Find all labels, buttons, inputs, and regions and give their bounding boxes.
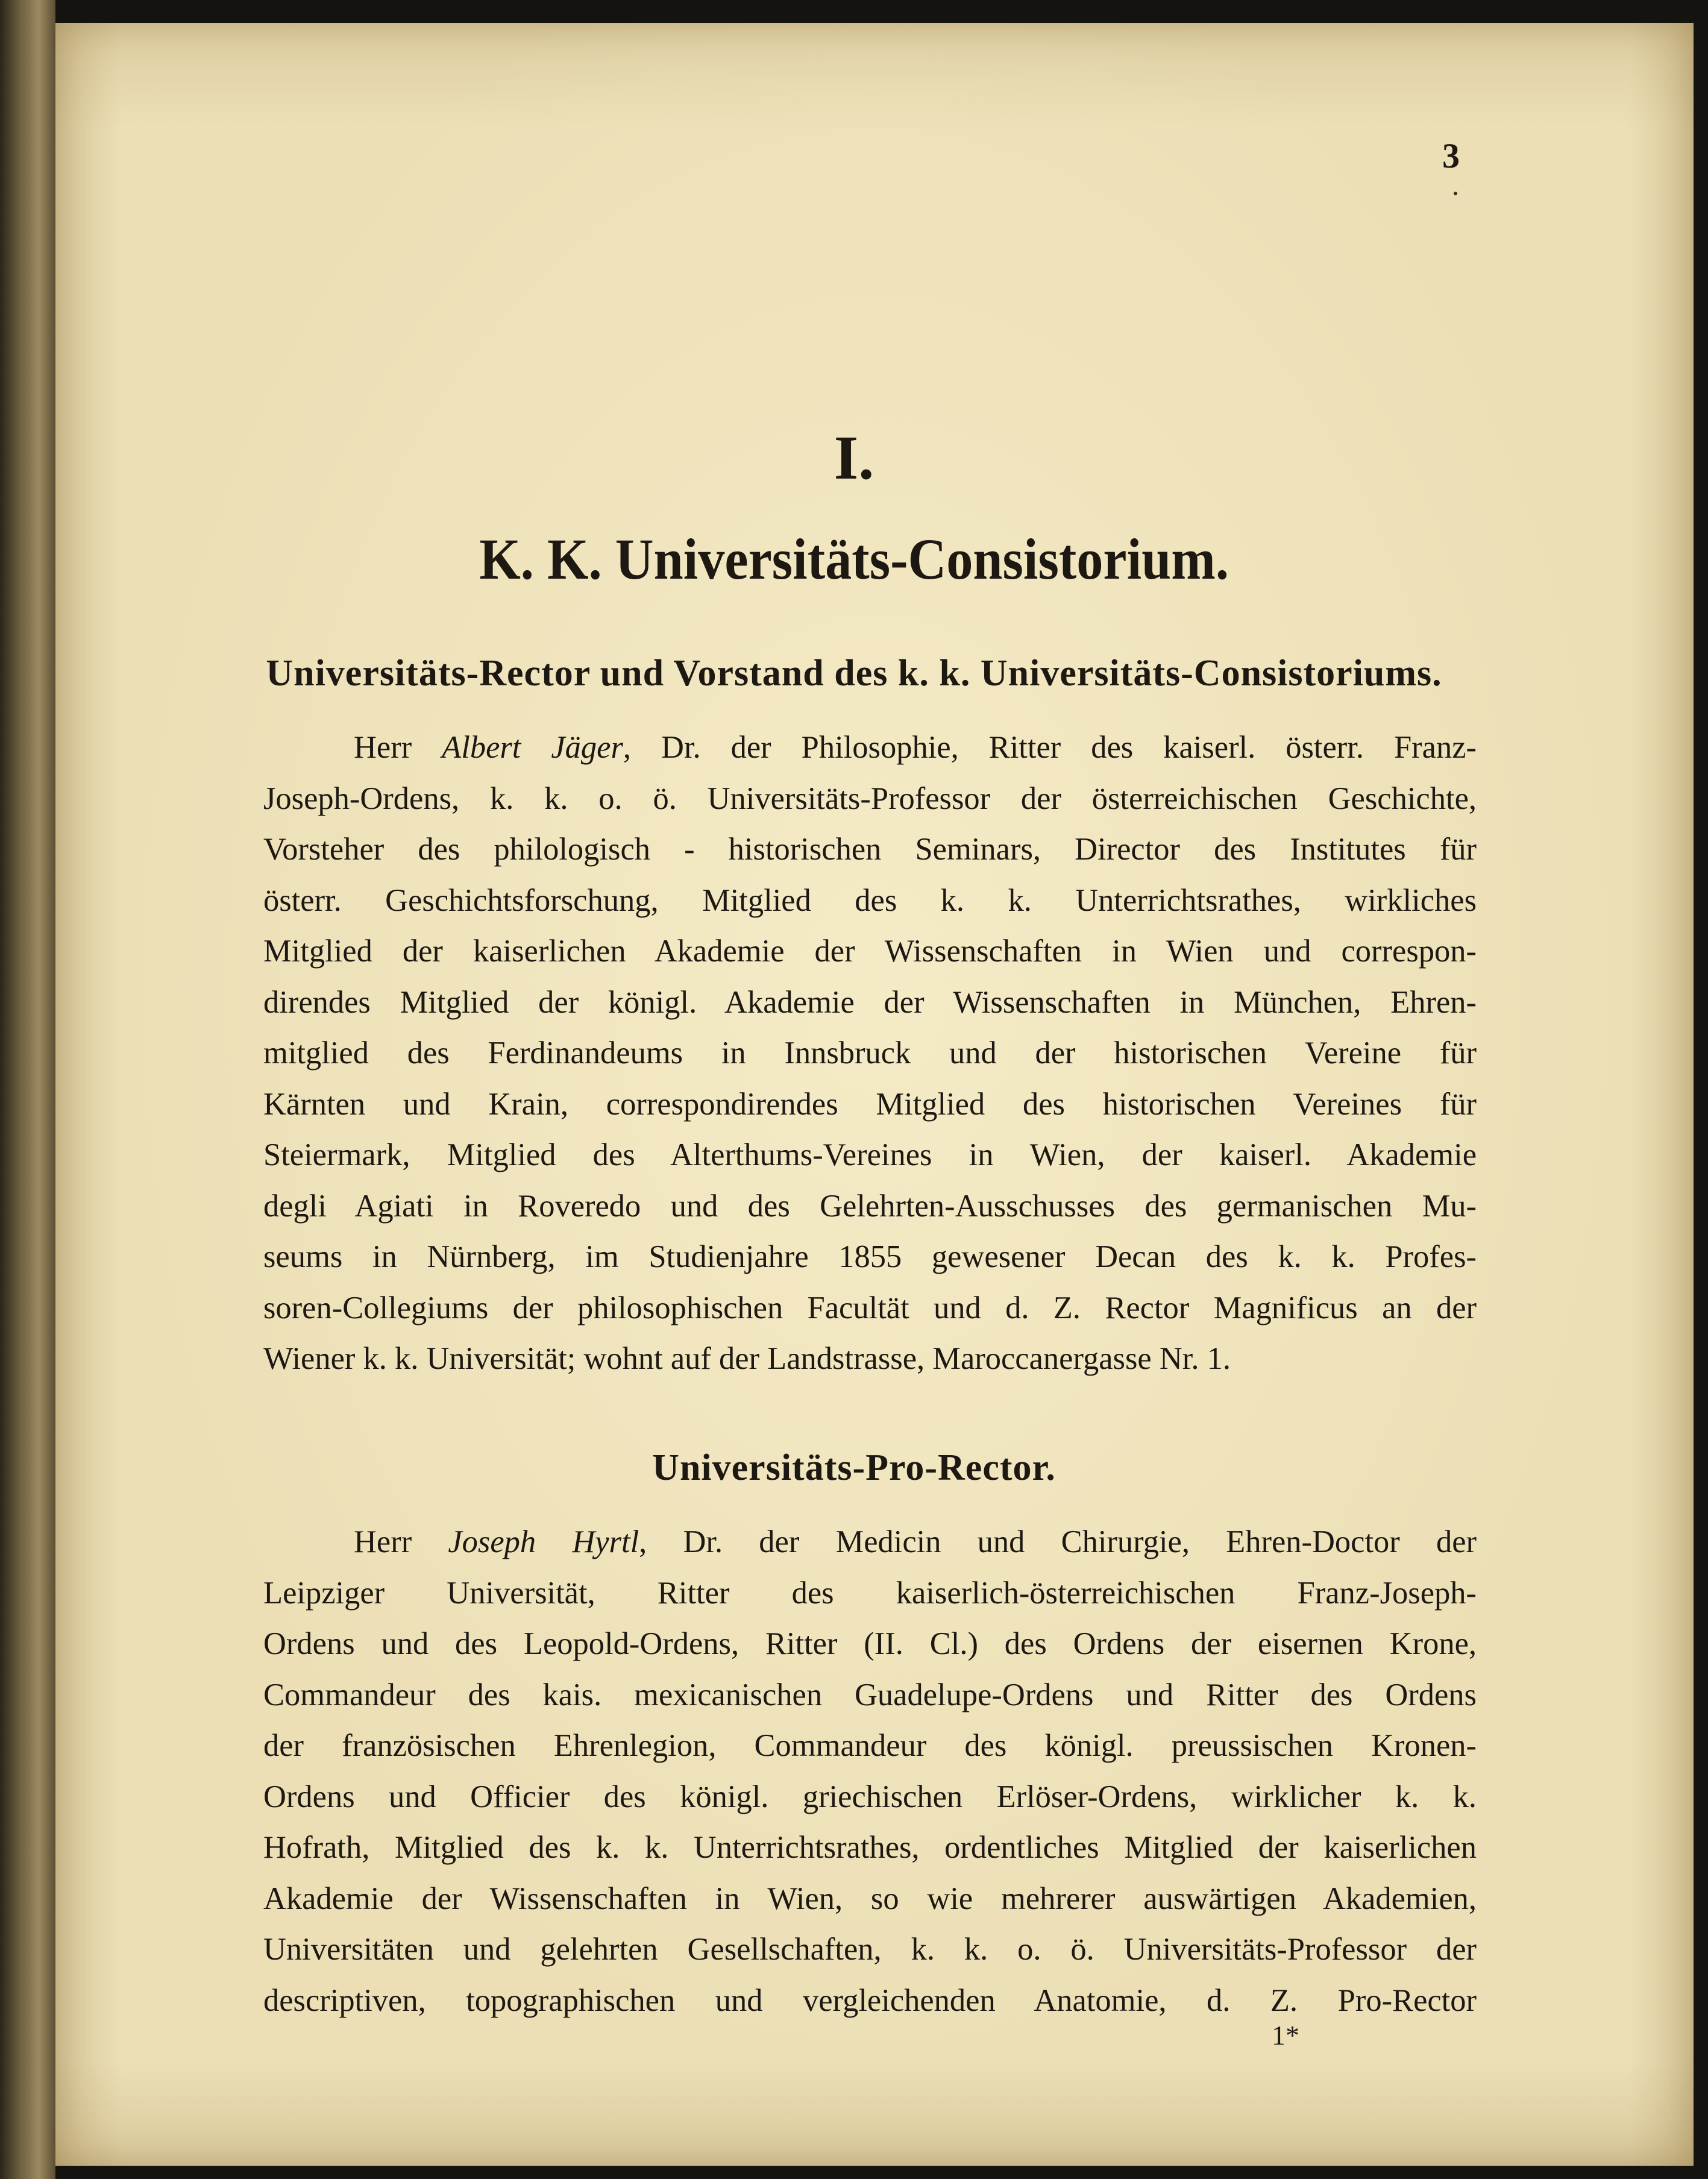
text-line — [263, 722, 1477, 773]
text-line: österr. Geschichtsforschung, Mitglied des k. k. Unterrichtsrathes, wirkliches — [263, 882, 1477, 918]
text-line: soren-Collegiums der philosophischen Facultät und d. Z. Rector Magnificus an der — [263, 1290, 1477, 1325]
text-line: Mitglied der kaiserlichen Akademie der Wissenschaften in Wien und correspon- — [263, 934, 1477, 969]
section-number: I. — [834, 423, 874, 492]
text-line: Leipziger Universität, Ritter des kaiserlich-österreichischen Franz-Joseph- — [263, 1575, 1477, 1611]
text-line: descriptiven, topographischen und vergleichenden Anatomie, d. Z. Pro-Rector — [263, 1982, 1477, 2018]
text-line: Wiener k. k. Universität; wohnt auf der Landstrasse, Maroccanergasse Nr. 1. — [263, 1341, 1231, 1376]
rector-paragraph — [263, 722, 1477, 1385]
text-line: Joseph-Ordens, k. k. o. ö. Universitäts-Professor der österreichischen Geschichte, — [263, 781, 1477, 816]
line-suffix: , Dr. der Philosophie, Ritter des kaiserl. österr. Franz- — [623, 730, 1477, 765]
text-line: Vorsteher des philologisch - historischen Seminars, Director des Institutes für — [263, 832, 1477, 867]
rector-heading: Universitäts-Rector und Vorstand des k. k. Universitäts-Consistoriums. — [266, 653, 1442, 694]
prorector-heading: Universitäts-Pro-Rector. — [652, 1447, 1056, 1488]
text-line: Ordens und Officier des königl. griechischen Erlöser-Ordens, wirklicher k. k. — [263, 1779, 1477, 1814]
text-line: Akademie der Wissenschaften in Wien, so wie mehrerer auswärtigen Akademien, — [263, 1881, 1477, 1916]
text-line — [263, 1517, 1477, 1568]
text-line: Commandeur des kais. mexicanischen Guadelupe-Ordens und Ritter des Ordens — [263, 1677, 1477, 1712]
text-line: direndes Mitglied der königl. Akademie der Wissenschaften in München, Ehren- — [263, 984, 1477, 1020]
section-title: K. K. Universitäts-Consistorium. — [479, 527, 1229, 591]
text-line: der französischen Ehrenlegion, Commandeur des königl. preussischen Kronen- — [263, 1728, 1477, 1763]
text-line: mitglied des Ferdinandeums in Innsbruck und der historischen Vereine für — [263, 1036, 1477, 1071]
paper-speck — [1454, 192, 1457, 195]
page-number: 3 — [1442, 136, 1460, 175]
text-line: Ordens und des Leopold-Ordens, Ritter (II. Cl.) des Ordens der eisernen Krone, — [263, 1626, 1477, 1661]
line-prefix: Herr — [354, 730, 442, 765]
person-name: Joseph Hyrtl — [448, 1524, 639, 1559]
line-suffix: , Dr. der Medicin und Chirurgie, Ehren-Doctor der — [639, 1524, 1477, 1559]
signature-mark: 1* — [1272, 2020, 1299, 2051]
text-line: degli Agiati in Roveredo und des Gelehrten-Ausschusses des germanischen Mu- — [263, 1188, 1477, 1224]
prorector-paragraph — [263, 1517, 1477, 2026]
text-line: Kärnten und Krain, correspondirendes Mitglied des historischen Vereines für — [263, 1086, 1477, 1122]
text-line: Hofrath, Mitglied des k. k. Unterrichtsrathes, ordentliches Mitglied der kaiserlichen — [263, 1830, 1477, 1865]
text-line: seums in Nürnberg, im Studienjahre 1855 gewesener Decan des k. k. Profes- — [263, 1239, 1477, 1274]
line-prefix: Herr — [354, 1524, 448, 1559]
left-page-edge — [0, 0, 55, 2179]
person-name: Albert Jäger — [442, 730, 623, 765]
text-line: Steiermark, Mitglied des Alterthums-Vereines in Wien, der kaiserl. Akademie — [263, 1137, 1477, 1172]
text-line: Universitäten und gelehrten Gesellschaften, k. k. o. ö. Universitäts-Professor der — [263, 1932, 1477, 1967]
